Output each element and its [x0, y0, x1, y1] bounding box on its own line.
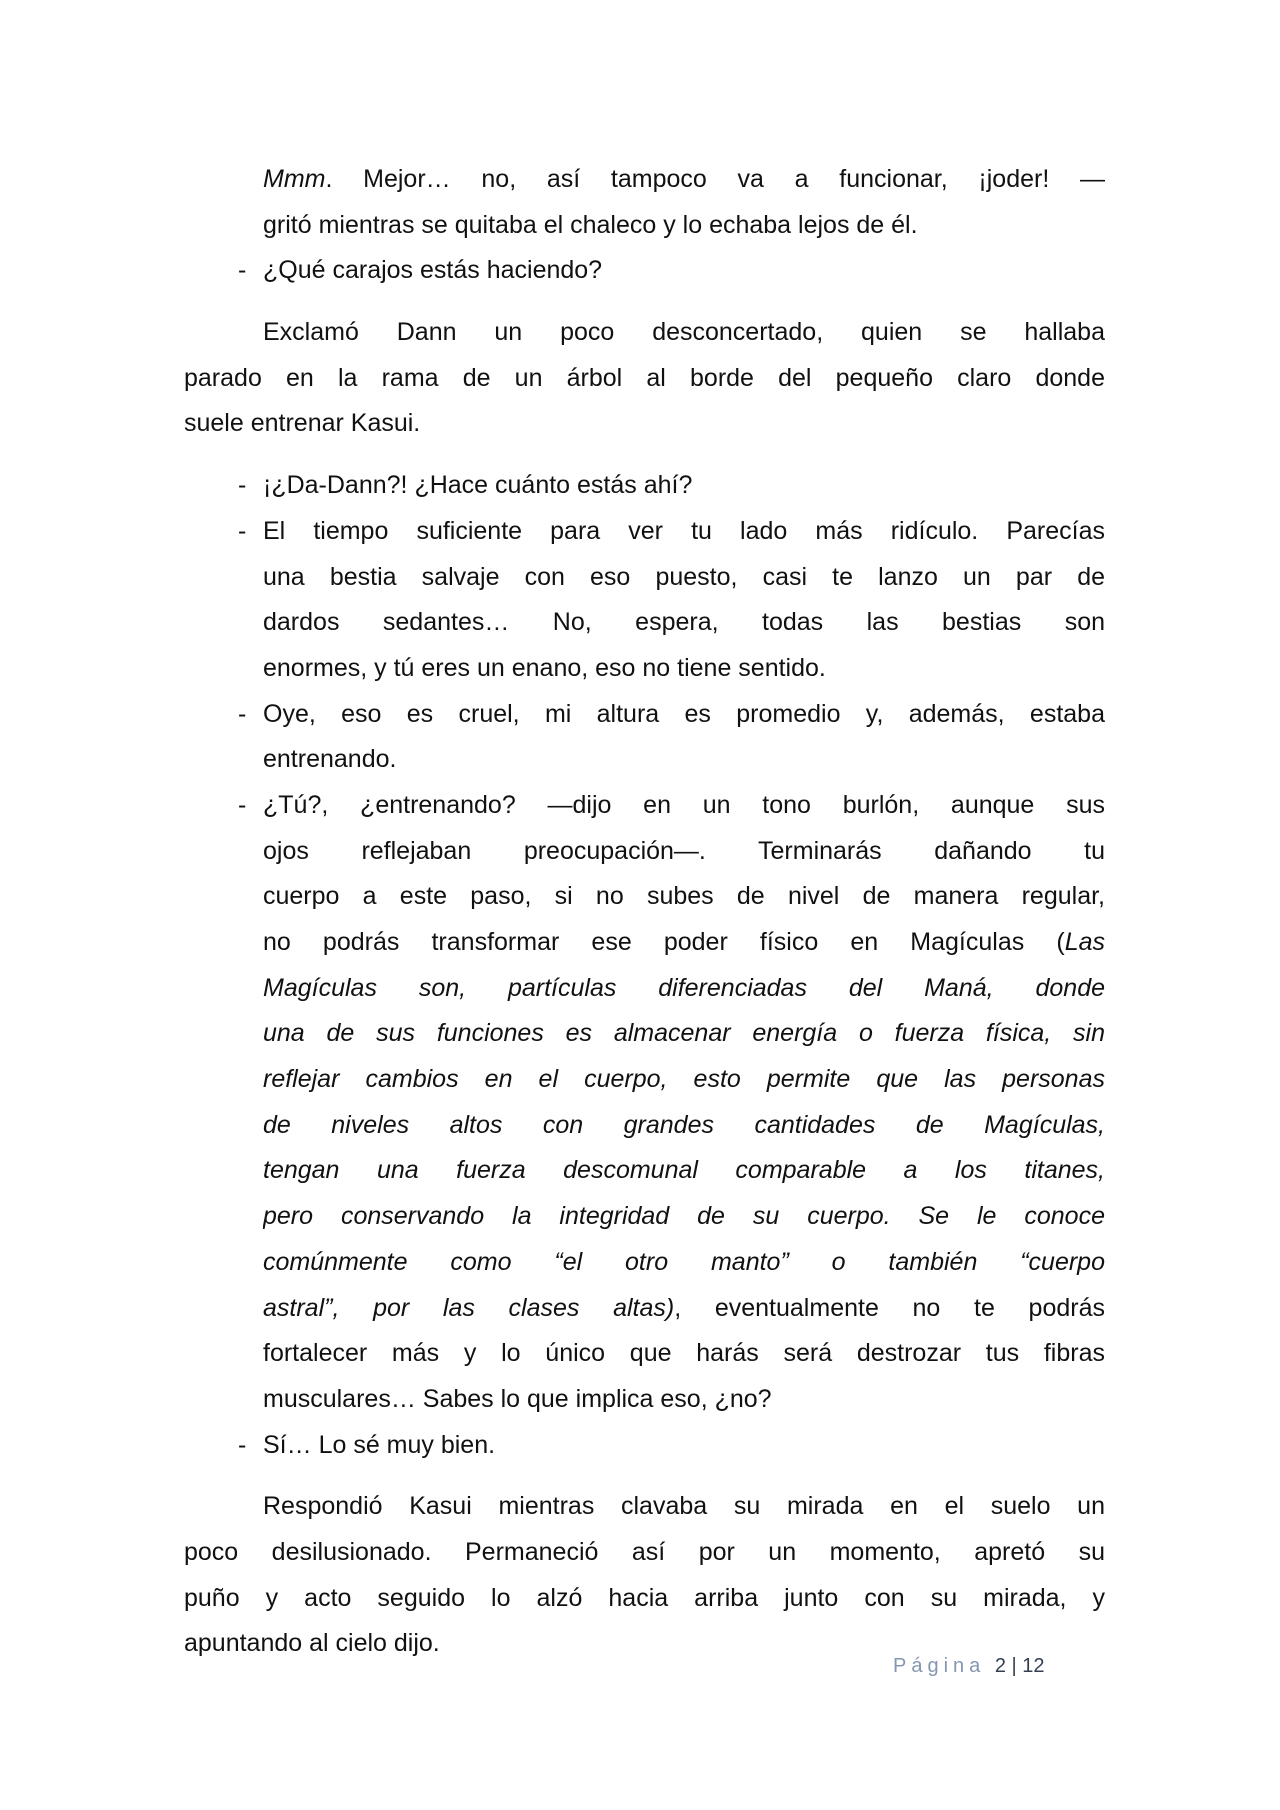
text-segment: musculares… Sabes lo que implica eso, ¿no?: [263, 1384, 772, 1413]
dialogue-item: [184, 692, 1105, 783]
text-segment: una bestia salvaje con eso puesto, casi te lanzo un par de: [263, 562, 1105, 591]
dialogue-dash: -: [238, 790, 247, 819]
text-segment: poco desilusionado. Permaneció así por un momento, apretó su: [184, 1537, 1105, 1566]
page-footer: [893, 1655, 1045, 1678]
dialogue-item: [184, 783, 1105, 1423]
text-segment: ojos reflejaban preocupación—. Terminarás dañando tu: [263, 836, 1105, 865]
text-line: [263, 203, 1105, 249]
dialogue-dash: -: [238, 1430, 247, 1459]
paragraph: [184, 310, 1105, 447]
text-line: [263, 509, 1105, 555]
text-line: [263, 1377, 1105, 1423]
text-line: [263, 1194, 1105, 1240]
text-segment: puño y acto seguido lo alzó hacia arriba junto con su mirada, y: [184, 1583, 1105, 1612]
dialogue-item: [184, 463, 1105, 509]
text-line: [184, 401, 1105, 447]
text-line: [184, 310, 1105, 356]
dialogue-dash: -: [238, 471, 247, 500]
text-segment: parado en la rama de un árbol al borde del pequeño claro donde: [184, 363, 1105, 392]
italic-text: Magículas son, partículas diferenciadas del Maná, donde: [263, 973, 1105, 1002]
dialogue-dash: -: [238, 516, 247, 545]
text-segment: ¿Tú?, ¿entrenando? —dijo en un tono burlón, aunque sus: [263, 790, 1105, 819]
dialogue-item: [184, 248, 1105, 294]
text-segment: no podrás transformar ese poder físico en Magículas (: [263, 928, 1065, 956]
text-segment: Oye, eso es cruel, mi altura es promedio y, además, estaba: [263, 699, 1105, 728]
dialogue-dash: -: [238, 699, 247, 728]
text-line: [263, 463, 1105, 509]
italic-text: tengan una fuerza descomunal comparable a los titanes,: [263, 1156, 1105, 1185]
text-line: [184, 1484, 1105, 1530]
italic-text: de niveles altos con grandes cantidades de Magículas,: [263, 1110, 1105, 1139]
text-segment: . Mejor… no, así tampoco va a funcionar, ¡joder! —: [325, 165, 1105, 193]
dialogue-item: [184, 509, 1105, 692]
italic-text: comúnmente como “el otro manto” o también “cuerpo: [263, 1247, 1105, 1276]
italic-text: reflejar cambios en el cuerpo, esto permite que las personas: [263, 1065, 1105, 1094]
dialogue-continuation: [184, 157, 1105, 248]
text-line: [263, 783, 1105, 829]
text-line: [263, 600, 1105, 646]
text-line: [263, 692, 1105, 738]
page-number: 2 | 12: [994, 1655, 1045, 1677]
document-body: [184, 157, 1105, 1667]
text-line: [263, 248, 1105, 294]
text-segment: dardos sedantes… No, espera, todas las bestias son: [263, 608, 1105, 637]
text-line: [184, 1576, 1105, 1622]
text-line: [263, 966, 1105, 1012]
text-line: [263, 1011, 1105, 1057]
italic-text: pero conservando la integridad de su cuerpo. Se le conoce: [263, 1202, 1105, 1231]
text-segment: ¿Qué carajos estás haciendo?: [263, 256, 603, 285]
italic-text: astral”, por las clases altas): [263, 1293, 675, 1322]
text-line: [263, 1331, 1105, 1377]
page-label: Página: [893, 1655, 986, 1677]
text-line: [263, 555, 1105, 601]
text-segment: apuntando al cielo dijo.: [184, 1629, 440, 1658]
italic-text: Las: [1064, 928, 1105, 956]
text-segment: El tiempo suficiente para ver tu lado más ridículo. Parecías: [263, 516, 1105, 545]
text-line: [263, 1057, 1105, 1103]
text-line: [263, 920, 1105, 966]
text-line: [263, 157, 1105, 203]
text-segment: Sí… Lo sé muy bien.: [263, 1430, 496, 1459]
text-segment: , eventualmente no te podrás: [674, 1293, 1105, 1322]
dialogue-dash: -: [238, 256, 247, 285]
text-line: [263, 829, 1105, 875]
text-line: [263, 737, 1105, 783]
dialogue-item: [184, 1423, 1105, 1469]
italic-text: una de sus funciones es almacenar energía o fuerza física, sin: [263, 1019, 1105, 1048]
paragraph: [184, 1484, 1105, 1667]
text-segment: entrenando.: [263, 745, 397, 774]
text-line: [263, 646, 1105, 692]
text-line: [263, 1148, 1105, 1194]
italic-text: Mmm: [263, 165, 326, 193]
text-line: [263, 1103, 1105, 1149]
text-segment: suele entrenar Kasui.: [184, 409, 421, 438]
text-line: [184, 1530, 1105, 1576]
text-line: [263, 1286, 1105, 1332]
text-segment: fortalecer más y lo único que harás será destrozar tus fibras: [263, 1339, 1105, 1368]
text-segment: Exclamó Dann un poco desconcertado, quien se hallaba: [263, 318, 1105, 347]
text-segment: cuerpo a este paso, si no subes de nivel de manera regular,: [263, 882, 1105, 911]
text-line: [184, 356, 1105, 402]
text-line: [263, 1240, 1105, 1286]
text-segment: ¡¿Da-Dann?! ¿Hace cuánto estás ahí?: [263, 471, 693, 500]
text-segment: enormes, y tú eres un enano, eso no tiene sentido.: [263, 653, 826, 682]
text-segment: Respondió Kasui mientras clavaba su mirada en el suelo un: [263, 1492, 1105, 1521]
text-segment: gritó mientras se quitaba el chaleco y lo echaba lejos de él.: [263, 210, 918, 239]
text-line: [263, 1423, 1105, 1469]
text-line: [263, 874, 1105, 920]
